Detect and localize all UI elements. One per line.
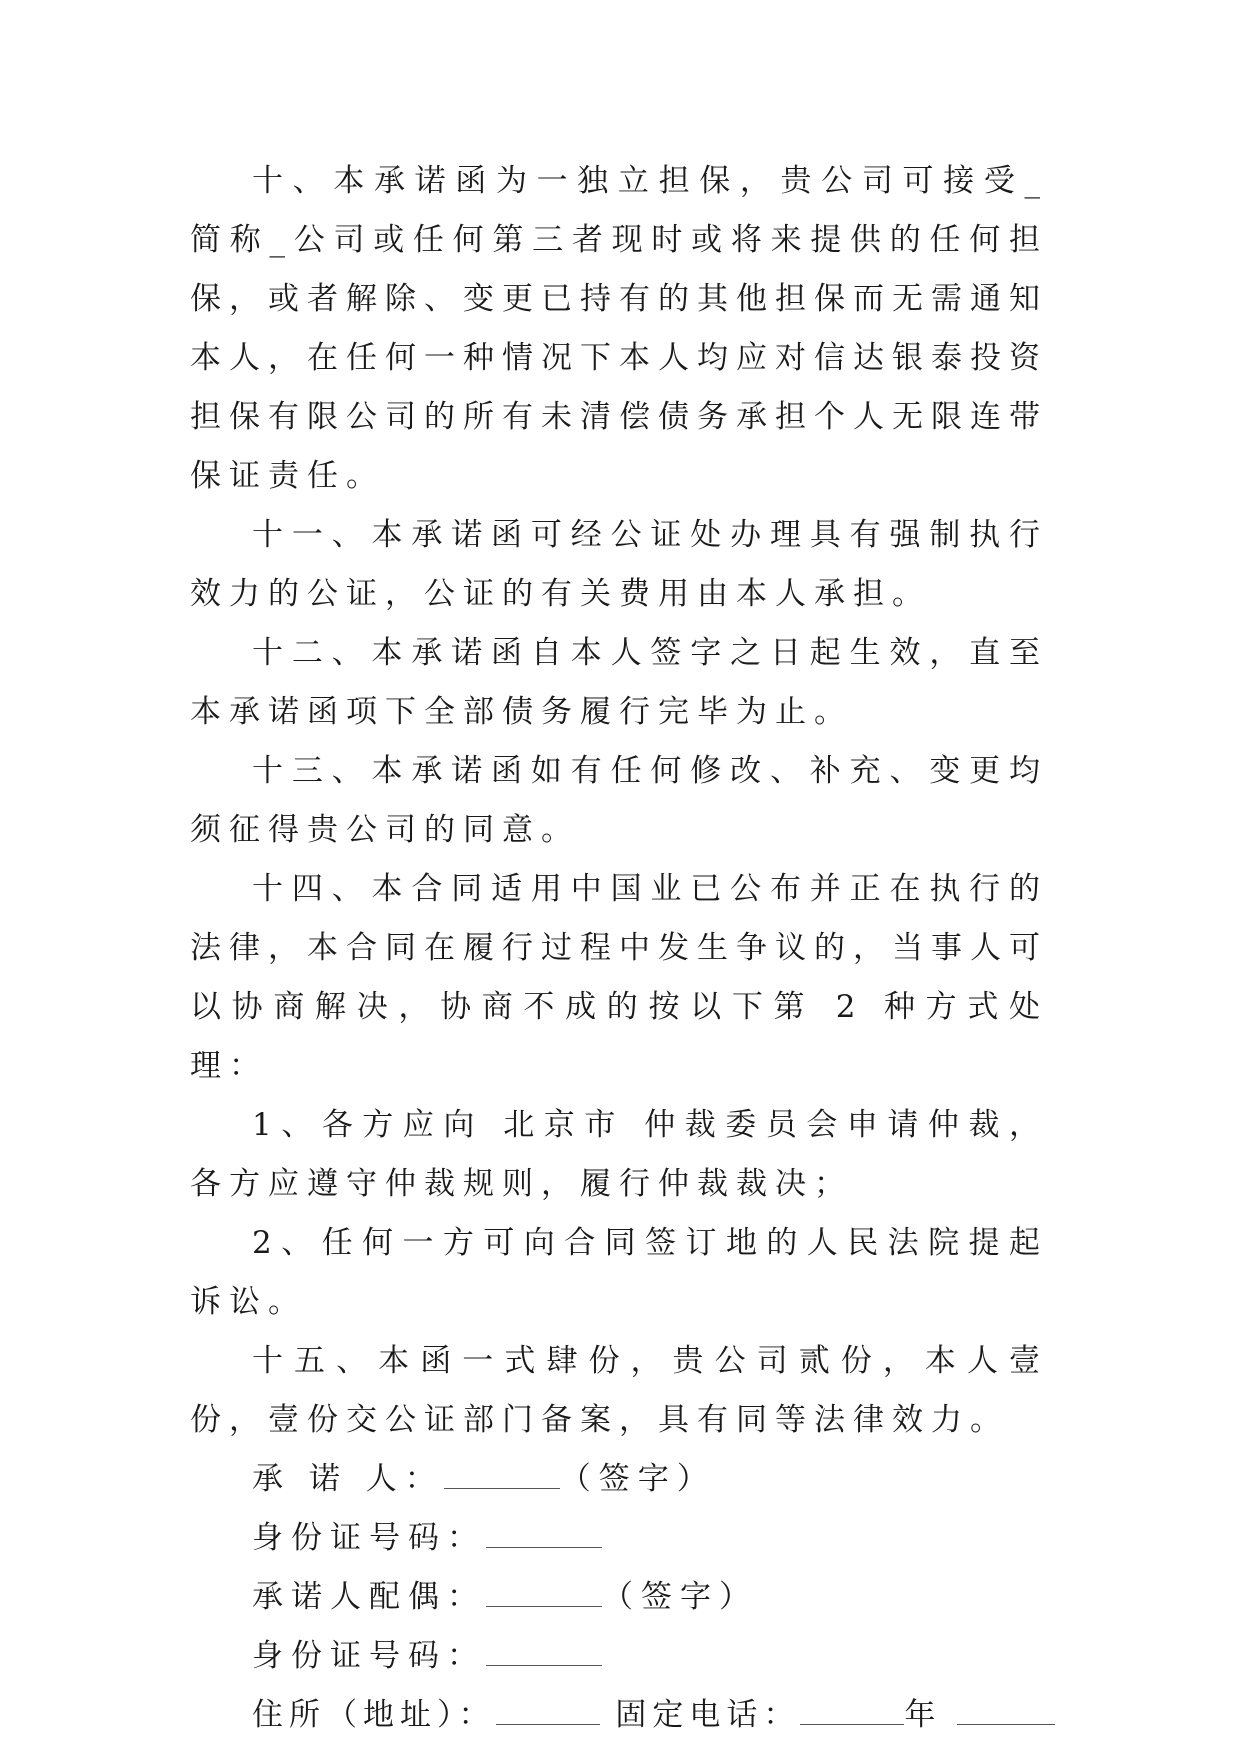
clause-14-option-2: 2、任何一方可向合同签订地的人民法院提起诉讼。 [190, 1225, 1048, 1320]
clause-11: 十一、本承诺函可经公证处办理具有强制执行效力的公证，公证的有关费用由本人承担。 [190, 517, 1048, 612]
promisor-label: 承 诺 人： [252, 1461, 444, 1497]
spouse-signature-blank[interactable] [486, 1576, 602, 1607]
year-blank[interactable] [957, 1694, 1055, 1725]
clause-15: 十五、本函一式肆份，贵公司贰份，本人壹份，壹份交公证部门备案，具有同等法律效力。 [190, 1343, 1048, 1438]
promisor-signature-blank[interactable] [444, 1458, 560, 1489]
spouse-id-line [190, 1627, 1048, 1686]
spouse-id-blank[interactable] [486, 1635, 602, 1666]
promisor-id-label: 身份证号码： [252, 1520, 486, 1556]
spouse-sign-note: （签字） [602, 1579, 758, 1615]
address-phone-line [190, 1686, 1048, 1745]
address-label: 住所（地址）： [252, 1697, 496, 1733]
spouse-signature-line [190, 1568, 1048, 1627]
spouse-label: 承诺人配偶： [252, 1579, 486, 1615]
promisor-id-line [190, 1509, 1048, 1568]
clause-14: 十四、本合同适用中国业已公布并正在执行的法律，本合同在履行过程中发生争议的，当事人可以协商解决，协商不成的按以下第 2 种方式处理： [190, 871, 1048, 1084]
phone-label: 固定电话： [615, 1697, 801, 1733]
phone-blank[interactable] [800, 1694, 904, 1725]
clause-13: 十三、本承诺函如有任何修改、补充、变更均须征得贵公司的同意。 [190, 753, 1048, 848]
promisor-sign-note: （签字） [559, 1461, 716, 1497]
promisor-signature-line [190, 1450, 1048, 1509]
promisor-id-blank[interactable] [486, 1517, 602, 1548]
address-blank[interactable] [496, 1694, 600, 1725]
clause-12: 十二、本承诺函自本人签字之日起生效，直至本承诺函项下全部债务履行完毕为止。 [190, 635, 1048, 730]
clause-14-option-1: 1、各方应向 北京市 仲裁委员会申请仲裁，各方应遵守仲裁规则，履行仲裁裁决； [190, 1107, 1048, 1202]
clause-10: 十、本承诺函为一独立担保，贵公司可接受_简称_公司或任何第三者现时或将来提供的任何担保，或者解除、变更已持有的其他担保而无需通知本人，在任何一种情况下本人均应对信达银泰投资担保有限公司的所有未清偿债务承担个人无限连带保证责任。 [190, 163, 1048, 494]
spouse-id-label: 身份证号码： [252, 1638, 486, 1674]
document-body [190, 152, 1048, 1745]
year-label: 年 [904, 1697, 942, 1733]
